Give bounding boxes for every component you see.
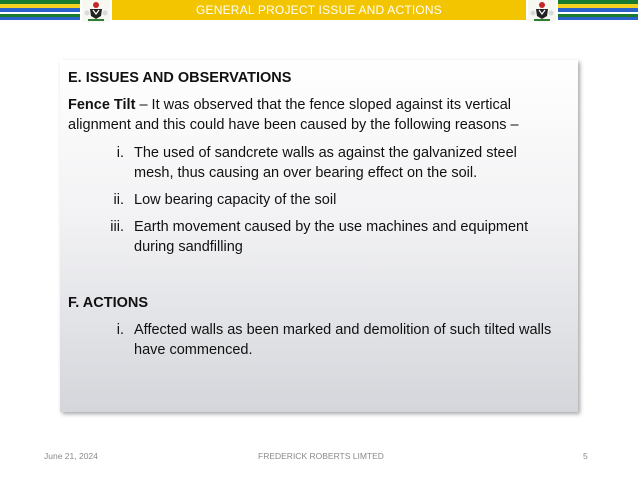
list-item [68,143,570,183]
footer-organization: FREDERICK ROBERTS LIMTED [258,451,384,461]
list-item-number: i. [116,322,124,338]
list-item-text: Affected walls as been marked and demolition of such tilted walls have commenced. [134,322,552,358]
list-item-number: i. [116,145,124,161]
footer-page-number: 5 [583,451,588,461]
section-e-heading: E. ISSUES AND OBSERVATIONS [68,70,292,86]
fence-tilt-paragraph [68,95,570,135]
header-stripes-left [0,0,80,20]
list-item [68,190,570,210]
list-item-text: Low bearing capacity of the soil [134,192,337,208]
list-item-number: ii. [113,192,124,208]
header-stripes-right [558,0,638,20]
slide-header [0,0,638,22]
fence-tilt-label: Fence Tilt [68,97,136,113]
list-item-text: Earth movement caused by the use machines and equipment during sandfilling [134,219,529,255]
reasons-list [68,143,570,257]
list-item-number: iii. [110,219,124,235]
list-item [68,217,570,257]
header-title: GENERAL PROJECT ISSUE AND ACTIONS [112,0,526,20]
actions-list [68,320,570,360]
section-f-heading: F. ACTIONS [68,295,149,311]
content-box [60,60,578,412]
coat-of-arms-icon [528,0,556,22]
coat-of-arms-icon [82,0,110,22]
footer-date: June 21, 2024 [44,451,98,461]
fence-tilt-text: – It was observed that the fence sloped against its vertical alignment and this could have been caused by the following reasons – [68,97,519,133]
list-item [68,320,570,360]
list-item-text: The used of sandcrete walls as against the galvanized steel mesh, thus causing an over bearing effect on the soil. [134,145,517,181]
